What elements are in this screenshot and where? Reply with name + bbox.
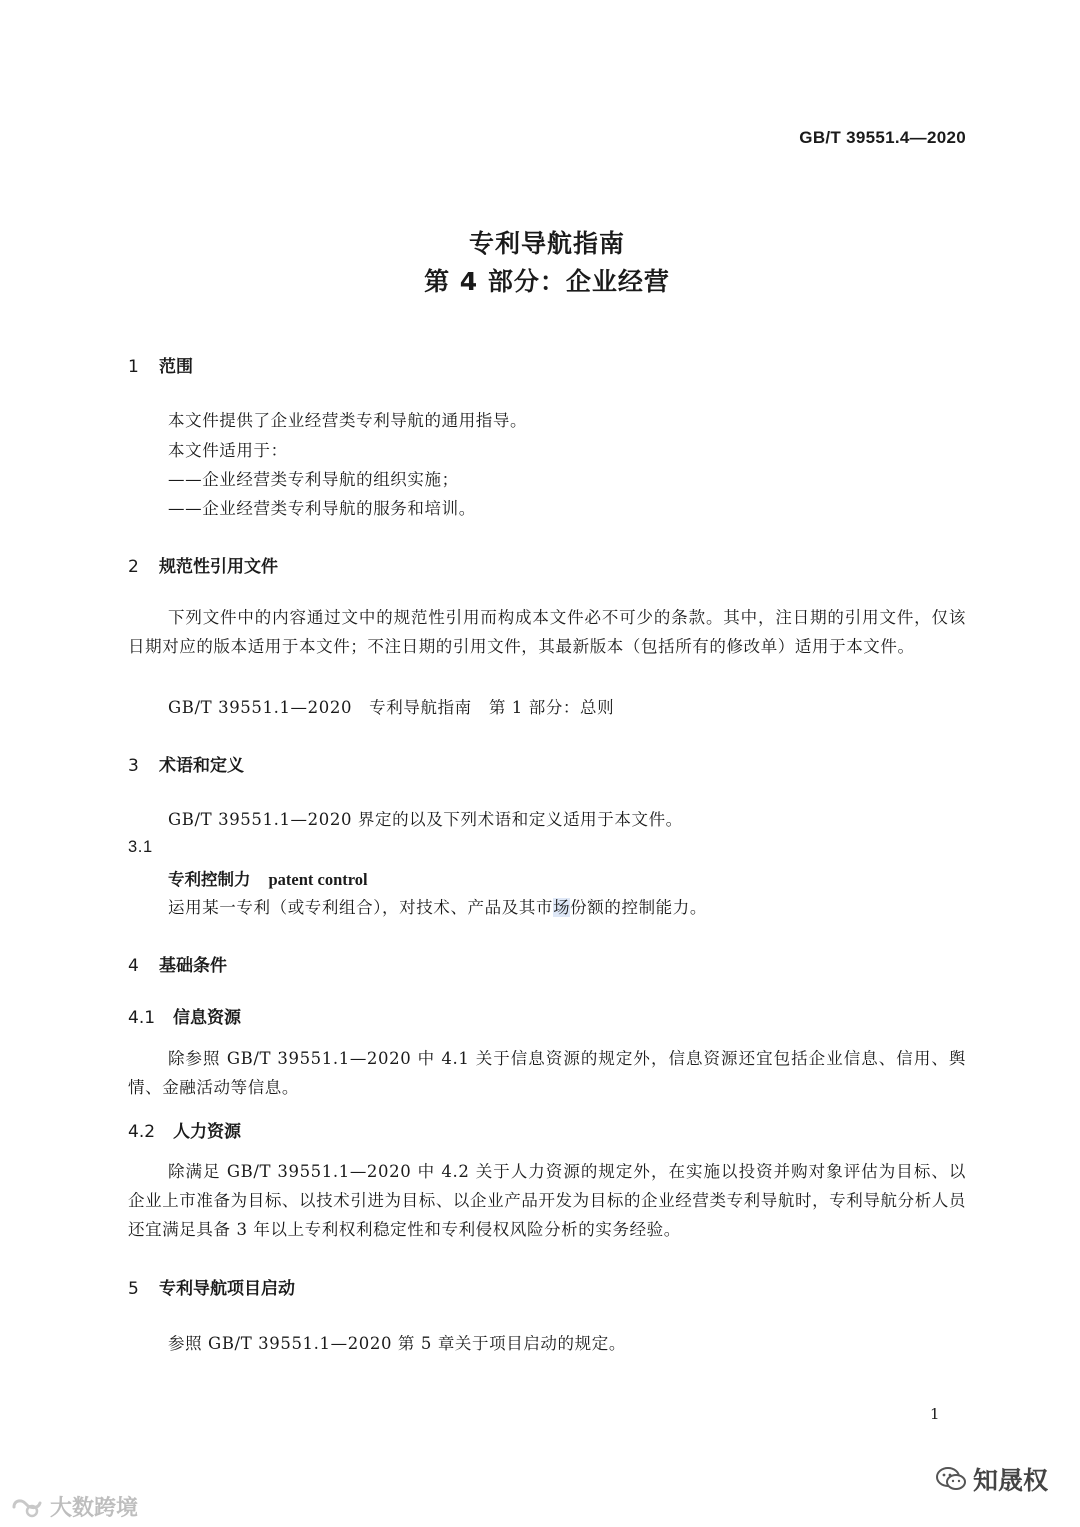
definition-text: 运用某一专利（或专利组合），对技术、产品及其市: [168, 898, 554, 917]
paragraph: 本文件适用于：: [168, 441, 288, 460]
term-chinese: 专利控制力: [168, 870, 251, 889]
list-item: ——企业经营类专利导航的组织实施；: [168, 470, 459, 489]
list-item: ——企业经营类专利导航的服务和培训。: [168, 499, 476, 518]
watermark-left: [10, 1491, 138, 1522]
text-selection-highlight: 场: [553, 898, 571, 917]
section-title: 规范性引用文件: [159, 557, 278, 577]
paragraph: 除满足 GB/T 39551.1—2020 中 4.2 关于人力资源的规定外，在实施以投资并购对象评估为目标、以企业上市准备为目标、以技术引进为目标、以企业产品开发为目标的企业经营类专利导航时，专利导航分析人员还宜满足具备 3 年以上专利权利稳定性和专利侵权风险分析的实务经验。: [128, 1162, 966, 1239]
section-number: 4: [128, 956, 139, 976]
watermark-text: 大数跨境: [50, 1496, 139, 1521]
definition-text: 份额的控制能力。: [570, 898, 707, 917]
subsection-title: 信息资源: [173, 1008, 241, 1028]
subsection-4-1-heading: [128, 1003, 241, 1028]
watermark-text: 知晟权: [973, 1466, 1049, 1495]
subsection-number: 4.1: [128, 1008, 156, 1028]
section-title: 术语和定义: [159, 756, 244, 776]
term-definition: [168, 894, 707, 918]
normative-reference: GB/T 39551.1—2020 专利导航指南 第 1 部分：总则: [168, 698, 615, 717]
doc-title: 专利导航指南: [468, 229, 625, 258]
section-3-heading: [128, 751, 244, 776]
wechat-icon: [935, 1465, 967, 1493]
section-title: 范围: [159, 357, 193, 377]
subsection-title: 人力资源: [173, 1122, 241, 1142]
section-2-heading: [128, 552, 278, 577]
section-number: 1: [128, 357, 139, 377]
section-number: 3: [128, 756, 139, 776]
section-number: 2: [128, 557, 139, 577]
watermark-logo-icon: [10, 1495, 46, 1519]
section-1-heading: [128, 352, 193, 377]
subsection-4-2-heading: [128, 1117, 241, 1142]
subsection-number: 4.2: [128, 1122, 156, 1142]
standard-code: GB/T 39551.4—2020: [799, 128, 966, 147]
section-title: 基础条件: [159, 956, 227, 976]
doc-subtitle: 第 4 部分：企业经营: [424, 267, 670, 296]
section-4-heading: [128, 951, 227, 976]
paragraph: 参照 GB/T 39551.1—2020 第 5 章关于项目启动的规定。: [168, 1334, 626, 1353]
section-5-heading: [128, 1274, 295, 1299]
term-number: 3.1: [128, 838, 153, 856]
paragraph: 除参照 GB/T 39551.1—2020 中 4.1 关于信息资源的规定外，信息资源还宜包括企业信息、信用、舆情、金融活动等信息。: [128, 1049, 966, 1097]
page-number: 1: [930, 1405, 940, 1423]
term-entry: [168, 866, 368, 890]
paragraph: 本文件提供了企业经营类专利导航的通用指导。: [168, 411, 528, 430]
paragraph: GB/T 39551.1—2020 界定的以及下列术语和定义适用于本文件。: [168, 810, 683, 829]
watermark-right: [935, 1461, 1048, 1497]
term-english: patent control: [268, 870, 368, 889]
paragraph: 下列文件中的内容通过文中的规范性引用而构成本文件必不可少的条款。其中，注日期的引用文件，仅该日期对应的版本适用于本文件；不注日期的引用文件，其最新版本（包括所有的修改单）适用于本文件。: [128, 608, 966, 656]
section-number: 5: [128, 1279, 139, 1299]
section-title: 专利导航项目启动: [159, 1279, 295, 1299]
